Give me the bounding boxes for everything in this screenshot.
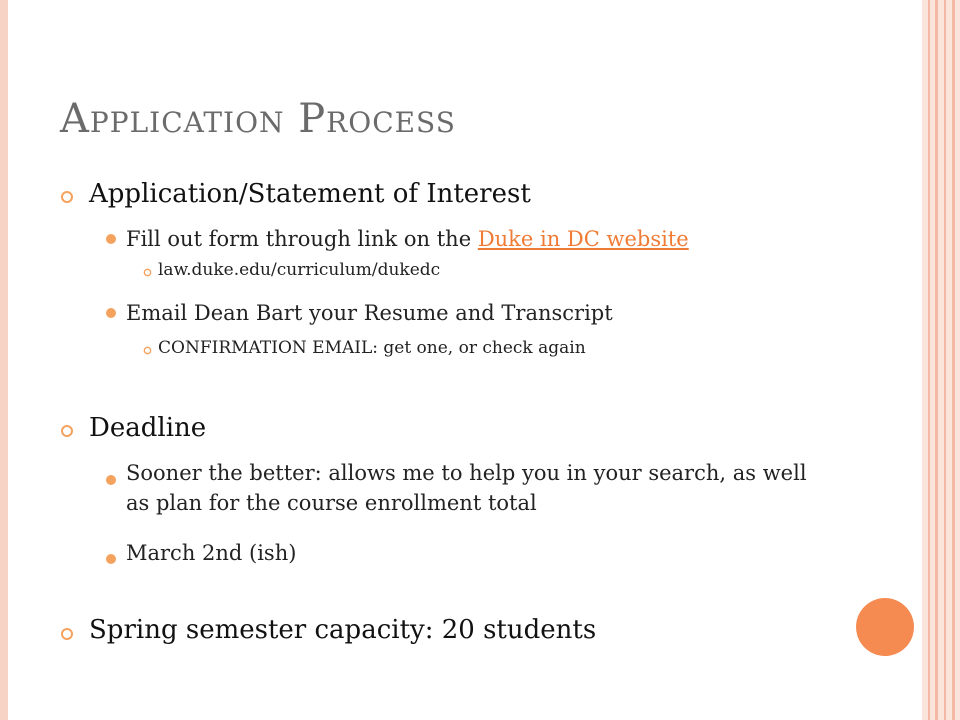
hollow-circle-bullet-icon: [60, 424, 74, 438]
section-heading-deadline: Deadline: [89, 413, 207, 443]
list-item-march: March 2nd (ish): [126, 541, 297, 565]
hollow-circle-bullet-icon: [60, 627, 74, 641]
decorative-stripe: [944, 0, 946, 720]
hollow-circle-bullet-icon: [143, 268, 152, 277]
disc-bullet-icon: [106, 234, 116, 244]
sub-item-url: law.duke.edu/curriculum/dukedc: [158, 260, 441, 280]
list-item-text: Fill out form through link on the: [126, 227, 478, 251]
decorative-stripe: [935, 0, 938, 720]
decorative-stripe: [952, 0, 955, 720]
section-heading-application: Application/Statement of Interest: [89, 179, 531, 209]
disc-bullet-icon: [106, 308, 116, 318]
disc-bullet-icon: [106, 554, 116, 564]
list-item-email-dean: Email Dean Bart your Resume and Transcript: [126, 301, 613, 325]
list-item-sooner: Sooner the better: allows me to help you in your search, as well as plan for the course enrollment total: [126, 461, 807, 515]
disc-bullet-icon: [106, 475, 116, 485]
hollow-circle-bullet-icon: [60, 190, 74, 204]
decorative-right-strip: [922, 0, 960, 720]
sub-item-confirmation: CONFIRMATION EMAIL: get one, or check again: [158, 338, 586, 358]
list-item-fill-out-form: [126, 224, 689, 254]
section-heading-capacity: Spring semester capacity: 20 students: [89, 615, 597, 645]
hollow-circle-bullet-icon: [143, 346, 152, 355]
duke-in-dc-website-link[interactable]: Duke in DC website: [477, 227, 689, 251]
decorative-stripe: [928, 0, 930, 720]
slide-title: Application Process: [60, 96, 456, 142]
